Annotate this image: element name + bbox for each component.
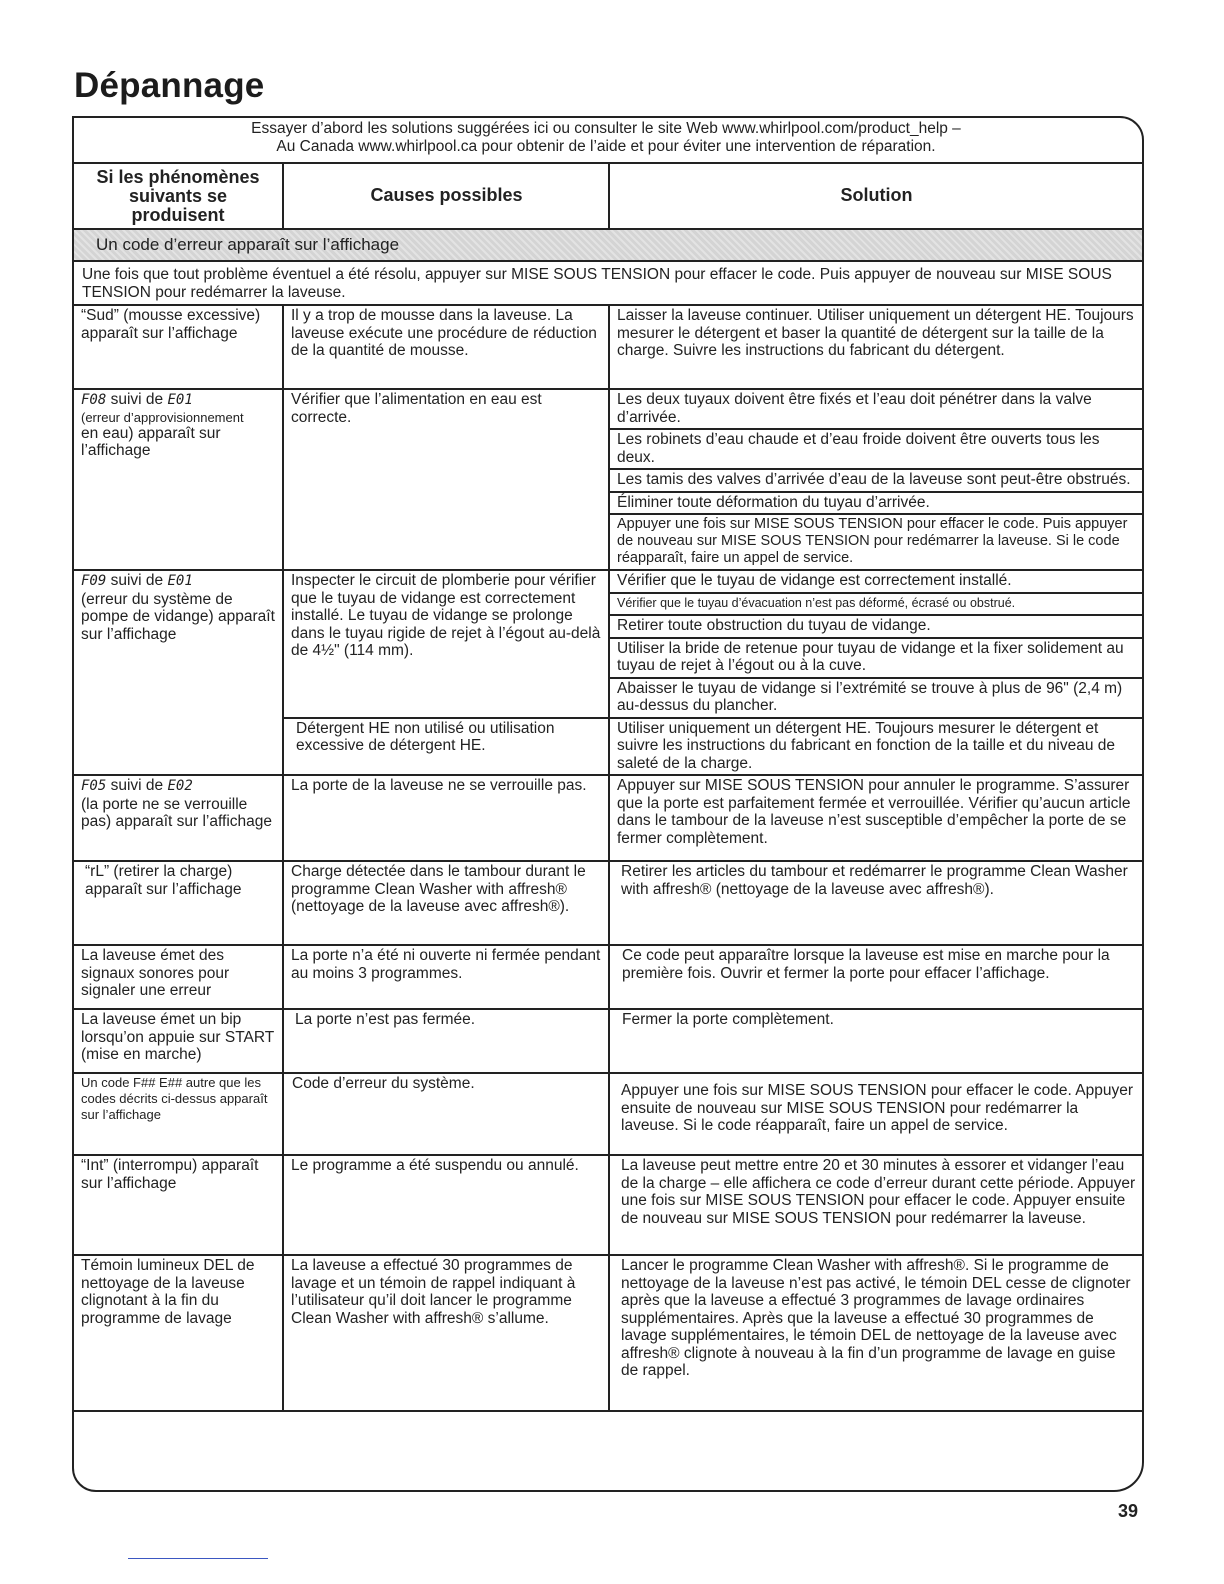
symptom-detail: (erreur d’approvisionnement (81, 409, 244, 425)
intro-line: Au Canada www.whirlpool.ca pour obtenir de l’aide et pour éviter une intervention de réparation. (276, 138, 936, 155)
cause-cell: Code d’erreur du système. (283, 1073, 609, 1155)
page-number: 39 (1118, 1501, 1139, 1521)
solution-item: Utiliser la bride de retenue pour tuyau de vidange et la fixer solidement au tuyau de rejet à l’égout ou à la cuve. (610, 638, 1142, 678)
section-note: Une fois que tout problème éventuel a été résolu, appuyer sur MISE SOUS TENSION pour effacer le code. Puis appuyer de nouveau sur MISE SOUS TENSION pour redémarrer la laveuse. (73, 261, 1143, 305)
symptom-cell: “rL” (retirer la charge) apparaît sur l’affichage (73, 861, 283, 945)
solution-item: Appuyer une fois sur MISE SOUS TENSION pour effacer le code. Puis appuyer de nouveau sur MISE SOUS TENSION pour redémarrer la laveuse. Si le code réapparaît, faire un appel de service. (610, 514, 1142, 569)
page-title: Dépannage (74, 66, 265, 105)
solution-cell: Retirer les articles du tambour et redémarrer le programme Clean Washer with affresh® (nettoyage de la laveuse avec affresh®). (609, 861, 1143, 945)
cause-cell: Le programme a été suspendu ou annulé. (283, 1155, 609, 1255)
solution-cell: Laisser la laveuse continuer. Utiliser uniquement un détergent HE. Toujours mesurer le détergent et baser la quantité de détergent sur la taille de la charge. Suivre les instructions du fabricant du détergent. (609, 305, 1143, 389)
code-joiner: suivi de (106, 572, 168, 589)
error-code: E02 (167, 778, 193, 794)
footer-divider (128, 1558, 268, 1559)
solution-cell (609, 389, 1143, 570)
intro-line: Essayer d’abord les solutions suggérées ici ou consulter le site Web www.whirlpool.com/product_help – (251, 120, 961, 137)
solution-cell: La laveuse peut mettre entre 20 et 30 minutes à essorer et vidanger l’eau de la charge – elle affichera ce code d’erreur durant cette période. Appuyer une fois sur MISE SOUS TENSION pour effacer le code. Appuyer ensuite de nouveau sur MISE SOUS TENSION pour redémarrer la laveuse. (609, 1155, 1143, 1255)
section-title: Un code d’erreur apparaît sur l’affichage (73, 229, 1143, 261)
code-joiner: suivi de (106, 391, 168, 408)
symptom-cell: La laveuse émet des signaux sonores pour signaler une erreur (73, 945, 283, 1009)
symptom-cell (73, 389, 283, 570)
cause-cell: La porte n’a été ni ouverte ni fermée pendant au moins 3 programmes. (283, 945, 609, 1009)
symptom-cell: “Sud” (mousse excessive) apparaît sur l’affichage (73, 305, 283, 389)
symptom-cell: “Int” (interrompu) apparaît sur l’affichage (73, 1155, 283, 1255)
solution-cell: Appuyer une fois sur MISE SOUS TENSION pour effacer le code. Appuyer ensuite de nouveau sur MISE SOUS TENSION pour redémarrer la laveuse. Si le code réapparaît, faire un appel de service. (609, 1073, 1143, 1155)
solution-item: Les robinets d’eau chaude et d’eau froide doivent être ouverts tous les deux. (610, 429, 1142, 469)
symptom-cell (73, 570, 283, 775)
symptom-cell: Un code F## E## autre que les codes décrits ci-dessus apparaît sur l’affichage (73, 1073, 283, 1155)
solution-item: Les tamis des valves d’arrivée d’eau de la laveuse sont peut-être obstrués. (610, 469, 1142, 492)
solution-cell: Ce code peut apparaître lorsque la laveuse est mise en marche pour la première fois. Ouvrir et fermer la porte pour effacer l’affichage. (609, 945, 1143, 1009)
solution-item: Les deux tuyaux doivent être fixés et l’eau doit pénétrer dans la valve d’arrivée. (617, 391, 1092, 426)
header-solution: Solution (609, 163, 1143, 229)
troubleshooting-table (72, 162, 1144, 1412)
solution-item: Retirer toute obstruction du tuyau de vidange. (610, 615, 1142, 638)
solution-cell: Fermer la porte complètement. (609, 1009, 1143, 1073)
solution-cell: Appuyer sur MISE SOUS TENSION pour annuler le programme. S’assurer que la porte est parfaitement fermée et verrouillée. Vérifier qu’aucun article dans le tambour de la laveuse n’est susceptible d’empêcher la porte de se fermer complètement. (609, 775, 1143, 861)
code-joiner: suivi de (106, 777, 168, 794)
solution-item: Abaisser le tuyau de vidange si l’extrémité se trouve à plus de 96" (2,4 m) au-dessus du plancher. (610, 678, 1142, 717)
cause-cell: Vérifier que l’alimentation en eau est correcte. (283, 389, 609, 570)
error-code: F08 (81, 392, 107, 408)
error-code: E01 (167, 573, 193, 589)
symptom-cell (73, 775, 283, 861)
header-symptom: Si les phénomènes suivants se produisent (73, 163, 283, 229)
solution-item: Éliminer toute déformation du tuyau d’arrivée. (610, 492, 1142, 515)
error-code: F09 (81, 573, 107, 589)
error-code: F05 (81, 778, 107, 794)
solution-list (610, 571, 1142, 717)
cause-cell: La laveuse a effectué 30 programmes de lavage et un témoin de rappel indiquant à l’utilisateur qu’il doit lancer le programme Clean Washer with affresh® s’allume. (283, 1255, 609, 1411)
cause-cell: Charge détectée dans le tambour durant le programme Clean Washer with affresh® (nettoyage de la laveuse avec affresh®). (283, 861, 609, 945)
solution-cell (609, 570, 1143, 718)
symptom-cell: Témoin lumineux DEL de nettoyage de la laveuse clignotant à la fin du programme de lavage (73, 1255, 283, 1411)
cause-cell: La porte n’est pas fermée. (283, 1009, 609, 1073)
cause-cell: Inspecter le circuit de plomberie pour vérifier que le tuyau de vidange est correctement installé. Le tuyau de vidange se prolonge dans le tuyau rigide de rejet à l’égout au-delà de 4½" (114 mm). (283, 570, 609, 718)
cause-cell: La porte de la laveuse ne se verrouille pas. (283, 775, 609, 861)
cause-cell: Il y a trop de mousse dans la laveuse. La laveuse exécute une procédure de réduction de la quantité de mousse. (283, 305, 609, 389)
header-cause: Causes possibles (283, 163, 609, 229)
error-code: E01 (167, 392, 193, 408)
symptom-detail: (erreur du système de pompe de vidange) apparaît sur l’affichage (81, 590, 275, 643)
symptom-detail: en eau) apparaît sur l’affichage (81, 424, 221, 459)
solution-item: Vérifier que le tuyau de vidange est correctement installé. (617, 572, 1012, 589)
solution-cell: Lancer le programme Clean Washer with affresh®. Si le programme de nettoyage de la laveuse n’est pas activé, le témoin DEL cesse de clignoter après que la laveuse a effectué 3 programmes de lavage ordinaires supplémentaires. Après que la laveuse a effectué 30 programmes de lavage supplémentaires, le témoin DEL de nettoyage de la laveuse avec affresh® clignote à nouveau à la fin d’un programme de lavage en guise de rappel. (609, 1255, 1143, 1411)
intro-text (72, 120, 1140, 156)
solution-cell: Utiliser uniquement un détergent HE. Toujours mesurer le détergent et suivre les instructions du fabricant en fonction de la taille et du niveau de saleté de la charge. (609, 718, 1143, 776)
symptom-cell: La laveuse émet un bip lorsqu’on appuie sur START (mise en marche) (73, 1009, 283, 1073)
cause-cell: Détergent HE non utilisé ou utilisation excessive de détergent HE. (283, 718, 609, 776)
solution-item: Vérifier que le tuyau d’évacuation n’est pas déformé, écrasé ou obstrué. (610, 593, 1142, 616)
solution-list (610, 390, 1142, 569)
symptom-detail: (la porte ne se verrouille pas) apparaît sur l’affichage (81, 795, 272, 830)
